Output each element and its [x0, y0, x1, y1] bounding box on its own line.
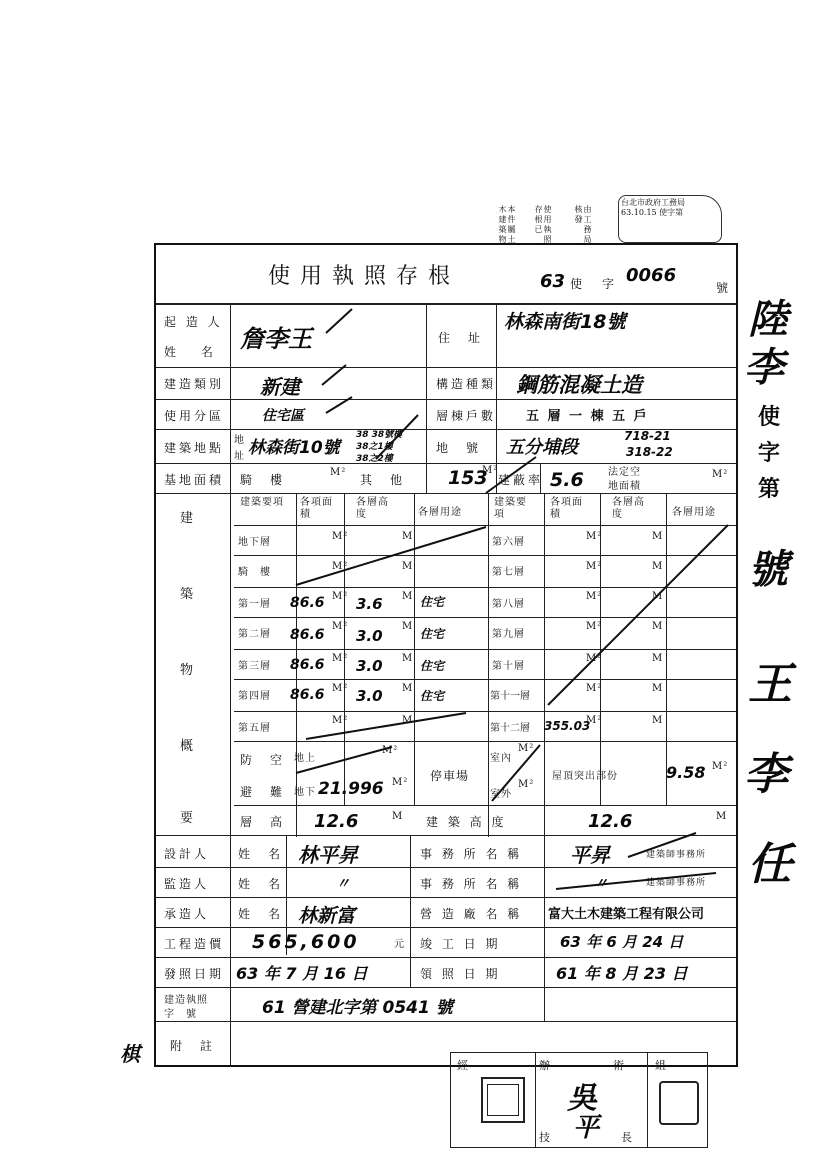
floor-height-unit: M	[402, 683, 414, 694]
red-seal-stamp	[481, 1077, 525, 1123]
location-value-2: 38 38號樓	[356, 430, 403, 440]
lot-value: 五分埔段	[506, 437, 578, 458]
receive-value: 61 年 8 月 23 日	[556, 964, 688, 983]
signoff-box	[450, 1052, 708, 1148]
note-label: 附 註	[170, 1039, 216, 1053]
margin-char: 字	[758, 441, 781, 466]
supervisor-office: 〃	[594, 876, 608, 892]
shelter-below-value: 21.996	[318, 779, 384, 799]
cost-unit: 元	[394, 939, 405, 950]
coverage-label: 建蔽率	[498, 473, 544, 487]
permit-form	[154, 243, 738, 1067]
cost-label: 工程造價	[164, 937, 225, 951]
floor-area-unit: M²	[332, 715, 349, 726]
floor-height-unit: M	[652, 591, 664, 602]
designer-name: 林平昇	[298, 843, 358, 867]
margin-char: 第	[758, 477, 781, 502]
margin-char: 使	[758, 405, 781, 430]
cost-value: 565,600	[252, 931, 360, 953]
lot-number-2: 318-22	[626, 445, 673, 459]
header-cell: 各層高度	[356, 497, 389, 520]
floor-name: 第五層	[238, 723, 271, 734]
shelter-above-unit: M²	[382, 745, 399, 756]
floor-height-unit: M	[652, 683, 664, 694]
location-value: 林森街10號	[248, 438, 340, 458]
shelter-above: 地上	[294, 753, 316, 764]
parking-label: 停車場	[430, 769, 470, 783]
parking-outdoor: 室外	[490, 789, 512, 800]
signoff-cell: 技	[539, 1131, 550, 1144]
floor-area-unit: M²	[586, 561, 603, 572]
roof-unit: M²	[712, 761, 729, 772]
issue-label: 發照日期	[164, 967, 225, 981]
total-height-unit: M	[716, 811, 728, 822]
floor-height-unit: M	[652, 621, 664, 632]
floor-name: 第四層	[238, 691, 271, 702]
floor-height-unit: M	[402, 621, 414, 632]
floor-height-label: 層 高	[240, 815, 286, 829]
floor-area-unit: M²	[332, 531, 349, 542]
floor-height-unit: M	[652, 715, 664, 726]
signoff-cell: 經	[457, 1059, 468, 1072]
floor-use: 住宅	[420, 595, 445, 609]
contractor-name: 林新富	[298, 905, 356, 927]
floor-name: 第一層	[238, 599, 271, 610]
margin-char: 李	[744, 345, 784, 391]
structure-label: 構造種類	[436, 377, 497, 391]
seal-inner	[487, 1084, 519, 1116]
floor-height-unit: M	[652, 561, 664, 572]
header-cell: 建築要項	[240, 497, 284, 508]
stamp-line: 由工務局核發	[574, 205, 592, 245]
applicant-label-1: 起 造 人	[164, 315, 223, 329]
side-char: 要	[180, 811, 194, 826]
signoff-cell: 辦	[539, 1059, 550, 1072]
supervisor-name: 〃	[336, 876, 350, 892]
location-addr-small-2: 址	[234, 451, 244, 462]
header-cell: 各層用途	[672, 507, 716, 518]
supervisor-office-label: 事 務 所 名 稱	[420, 877, 523, 891]
floors-value: 五 層 一 棟 五 戶	[526, 409, 649, 424]
margin-char: 李	[744, 749, 788, 800]
location-value-4: 38之2樓	[356, 454, 393, 464]
parking-indoor: 室內	[490, 753, 512, 764]
open-label-1: 法定空	[608, 467, 641, 478]
floor-height-unit: M	[402, 653, 414, 664]
parking-indoor-unit: M²	[518, 743, 535, 754]
zoning-label: 使用分區	[164, 409, 225, 423]
floor-area-unit: M²	[332, 591, 349, 602]
floor-height-unit: M	[652, 653, 664, 664]
location-value-3: 38之1樓	[356, 442, 393, 452]
stamp-line: 本件屬土木建築物	[498, 205, 516, 245]
shelter-below: 地下	[294, 787, 316, 798]
floor-name: 第十一層	[490, 691, 530, 702]
roof-label: 屋頂突出部份	[552, 771, 618, 782]
applicant-label-2: 姓 名	[164, 345, 216, 359]
header-cell: 建築要項	[494, 497, 527, 520]
parking-outdoor-unit: M²	[518, 779, 535, 790]
floor-area-unit: M²	[586, 621, 603, 632]
shelter-label-2: 避 難	[240, 785, 286, 799]
floor-name: 第十層	[492, 661, 525, 672]
header-cell: 各層用途	[418, 507, 462, 518]
floor-name: 第八層	[492, 599, 525, 610]
floor-height: 3.0	[356, 657, 383, 675]
floor-area: 86.6	[290, 687, 325, 703]
signoff-name: 吳	[567, 1081, 597, 1116]
shelter-label-1: 防 空	[240, 753, 286, 767]
lot-label: 地 號	[436, 441, 482, 455]
floor-name: 第九層	[492, 629, 525, 640]
total-height-value: 12.6	[588, 811, 633, 832]
header-cell: 各層高度	[612, 497, 645, 520]
designer-name-label: 姓 名	[238, 847, 284, 861]
floor-name: 第十二層	[490, 723, 530, 734]
floor-area-unit: M²	[586, 715, 603, 726]
floor-use: 住宅	[420, 659, 445, 673]
approver-seal	[659, 1081, 699, 1125]
designer-office-label: 事 務 所 名 稱	[420, 847, 523, 861]
issue-value: 63 年 7 月 16 日	[236, 964, 368, 983]
permit-type: 使	[570, 277, 583, 291]
margin-char: 王	[748, 659, 792, 710]
contractor-office: 富大土木建築工程有限公司	[548, 907, 705, 922]
supervisor-role: 監造人	[164, 877, 210, 891]
date-stamp-text: 台北市政府工務局 63.10.15 使字第	[621, 198, 685, 217]
floor-height-value-unit: M	[392, 811, 404, 822]
shelter-below-unit: M²	[392, 777, 409, 788]
margin-char: 任	[748, 839, 792, 890]
address-value: 林森南街18號	[504, 311, 626, 333]
floors-label: 層棟戶數	[436, 409, 497, 423]
header-cell: 各項面積	[550, 497, 583, 520]
floor-area-unit: M²	[586, 683, 603, 694]
floor-use: 住宅	[420, 689, 445, 703]
contractor-name-label: 姓 名	[238, 907, 284, 921]
permit-label-2: 字 號	[164, 1009, 197, 1020]
designer-role: 設計人	[164, 847, 210, 861]
building-side-label	[180, 507, 204, 827]
supervisor-office-note: 建築師事務所	[646, 878, 707, 888]
applicant-name: 詹李王	[240, 325, 312, 353]
floor-area-unit: M²	[332, 683, 349, 694]
floor-height-unit: M	[402, 561, 414, 572]
floor-area-unit: M²	[586, 653, 603, 664]
permit-suffix: 號	[716, 281, 729, 295]
floor-area: 86.6	[290, 595, 325, 611]
construction-type-value: 新建	[260, 375, 300, 399]
permit-number: 0066	[626, 265, 677, 286]
signoff-name: 平	[573, 1113, 600, 1143]
arcade-unit: M²	[330, 467, 347, 478]
margin-char: 號	[748, 547, 788, 593]
form-title: 使用執照存根	[268, 264, 461, 289]
floor-height: 3.6	[356, 595, 383, 613]
floor-area-unit: M²	[332, 561, 349, 572]
floor-height: 3.0	[356, 687, 383, 705]
coverage-value: 5.6	[550, 469, 584, 491]
lot-number-1: 718-21	[624, 429, 671, 443]
construction-type-label: 建造類別	[164, 377, 225, 391]
floor-area: 355.03	[544, 719, 591, 733]
floor-height-value: 12.6	[314, 811, 359, 832]
completion-label: 竣 工 日 期	[420, 937, 501, 951]
floor-area-unit: M²	[332, 621, 349, 632]
open-unit: M²	[712, 469, 729, 480]
total-height-label: 建 築 高 度	[426, 815, 507, 829]
other-unit: M²	[482, 465, 499, 476]
permit-year: 63	[540, 271, 566, 292]
header-cell: 各項面積	[300, 497, 333, 520]
completion-value: 63 年 6 月 24 日	[560, 933, 684, 951]
side-char: 築	[180, 587, 194, 602]
floor-area: 86.6	[290, 657, 325, 673]
supervisor-name-label: 姓 名	[238, 877, 284, 891]
other-label: 其 他	[360, 473, 406, 487]
permit-value: 61 營建北字第 0541 號	[262, 998, 453, 1018]
floor-name: 騎 樓	[238, 567, 271, 578]
floor-name: 第二層	[238, 629, 271, 640]
floor-height: 3.0	[356, 627, 383, 645]
floor-name: 地下層	[238, 537, 271, 548]
side-char: 物	[180, 663, 194, 678]
side-char: 概	[180, 739, 194, 754]
permit-char: 字	[602, 277, 615, 291]
receive-label: 領 照 日 期	[420, 967, 501, 981]
floor-height-unit: M	[402, 715, 414, 726]
permit-label-1: 建造執照	[164, 995, 208, 1006]
floor-height-unit: M	[652, 531, 664, 542]
top-vertical-stamp	[494, 205, 614, 245]
floor-area: 86.6	[290, 627, 325, 643]
open-label-2: 地面積	[608, 481, 641, 492]
other-value: 153	[448, 467, 488, 489]
site-label: 基地面積	[164, 473, 225, 487]
location-label: 建築地點	[164, 441, 225, 455]
margin-char: 陸	[748, 297, 788, 343]
date-stamp	[618, 195, 722, 243]
floor-name: 第七層	[492, 567, 525, 578]
floor-area-unit: M²	[332, 653, 349, 664]
zoning-value: 住宅區	[262, 408, 304, 424]
address-label: 住 址	[438, 331, 484, 345]
side-char: 建	[180, 511, 194, 526]
designer-office-note: 建築師事務所	[646, 850, 707, 860]
floor-height-unit: M	[402, 531, 414, 542]
right-margin-notes	[744, 288, 824, 988]
signoff-cell: 組	[655, 1059, 666, 1072]
location-addr-small-1: 地	[234, 435, 244, 446]
left-margin-char: 棋	[120, 1042, 140, 1066]
floor-area-unit: M²	[586, 531, 603, 542]
roof-value: 9.58	[666, 763, 706, 782]
signoff-cell: 術	[613, 1059, 624, 1072]
arcade-label: 騎 樓	[240, 473, 286, 487]
floor-use: 住宅	[420, 627, 445, 641]
floor-name: 第三層	[238, 661, 271, 672]
signoff-cell: 長	[621, 1131, 632, 1144]
floor-area-unit: M²	[586, 591, 603, 602]
designer-office: 平昇	[570, 843, 610, 867]
contractor-office-label: 營 造 廠 名 稱	[420, 907, 523, 921]
stamp-line: 使用執照存根已	[534, 205, 552, 245]
structure-value: 鋼筋混凝土造	[516, 373, 642, 397]
contractor-role: 承造人	[164, 907, 210, 921]
floor-height-unit: M	[402, 591, 414, 602]
floor-name: 第六層	[492, 537, 525, 548]
